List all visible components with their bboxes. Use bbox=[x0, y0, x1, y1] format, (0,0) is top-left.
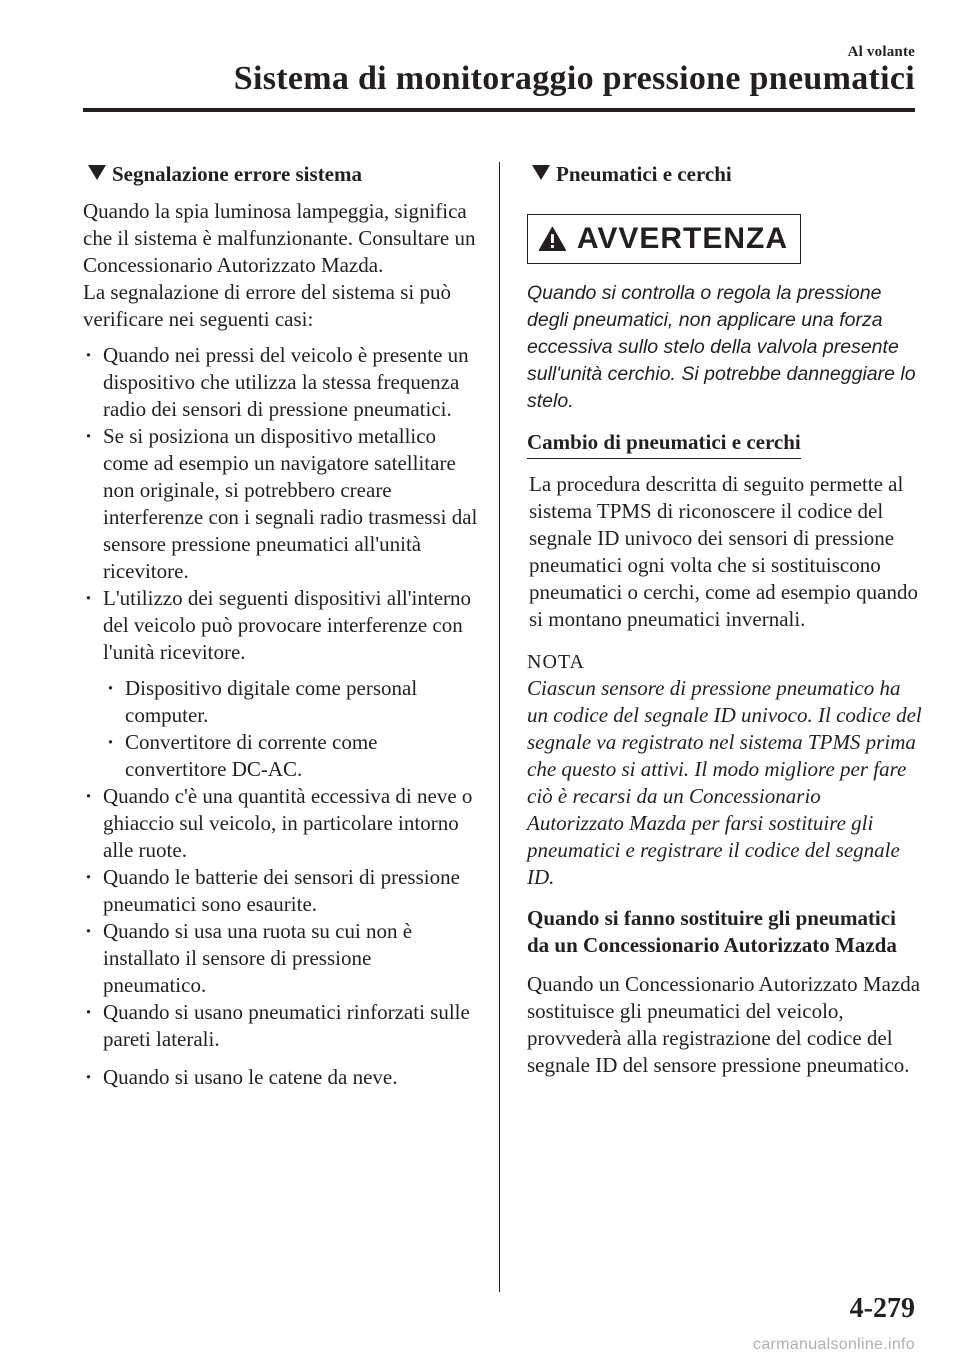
note-text: Ciascun sensore di pressione pneumatico ha un codice del segnale ID univoco. Il codice del segnale va registrato nel sistema TPMS prima che questo si attivi. Il modo migliore per fare ciò è recarsi da un Concessionario Autorizzato Mazda per farsi sostituire gli pneumatici e registrare il codice del segnale ID. bbox=[527, 676, 922, 889]
device-sublist bbox=[83, 675, 478, 783]
dealer-heading: Quando si fanno sostituire gli pneumatici da un Concessionario Autorizzato Mazda bbox=[527, 906, 897, 957]
triangle-down-icon bbox=[532, 165, 550, 180]
sublist-item: · Dispositivo digitale come personal computer. bbox=[83, 675, 478, 729]
procedure-paragraph: La procedura descritta di seguito permette al sistema TPMS di riconoscere il codice del segnale ID univoco dei sensori di pressione pneumatici ogni volta che si sostituiscono pneumatici o cerchi, come ad esempio quando si montano pneumatici invernali. bbox=[529, 472, 918, 631]
warning-text: Quando si controlla o regola la pressione degli pneumatici, non applicare una forza eccessiva sullo stelo della valvola presente sull'unità cerchio. Si potrebbe danneggiare lo stelo. bbox=[527, 282, 916, 412]
sublist-item: · Convertitore di corrente come convertitore DC-AC. bbox=[83, 729, 478, 783]
column-divider bbox=[499, 162, 500, 1292]
section-heading-system-error bbox=[83, 160, 478, 188]
cause-list bbox=[83, 342, 478, 666]
warning-box bbox=[527, 214, 801, 264]
left-column bbox=[83, 160, 478, 1091]
warning-icon bbox=[538, 223, 567, 255]
list-item: · Quando nei pressi del veicolo è presente un dispositivo che utilizza la stessa frequenza radio dei sensori di pressione pneumatici. bbox=[83, 342, 478, 423]
note-label: NOTA bbox=[527, 651, 585, 673]
section-heading-text: Pneumatici e cerchi bbox=[556, 162, 732, 186]
intro-paragraph-2: La segnalazione di errore del sistema si può verificare nei seguenti casi: bbox=[83, 280, 451, 331]
warning-label: AVVERTENZA bbox=[576, 222, 788, 255]
list-item: · Quando si usano pneumatici rinforzati sulle pareti laterali. bbox=[83, 999, 478, 1053]
list-item: · Quando le batterie dei sensori di pressione pneumatici sono esaurite. bbox=[83, 864, 478, 918]
cause-list-continued bbox=[83, 783, 478, 1091]
intro-paragraph: Quando la spia luminosa lampeggia, significa che il sistema è malfunzionante. Consultare un Concessionario Autorizzato Mazda. bbox=[83, 199, 476, 277]
section-heading-tires bbox=[527, 160, 922, 188]
watermark: carmanualsonline.info bbox=[753, 1336, 915, 1353]
right-column bbox=[527, 160, 922, 1079]
list-item: · L'utilizzo dei seguenti dispositivi all'interno del veicolo può provocare interferenze con l'unità ricevitore. bbox=[83, 585, 478, 666]
list-item: · Se si posiziona un dispositivo metallico come ad esempio un navigatore satellitare non originale, si potrebbero creare interferenze con i segnali radio trasmessi dal sensore pressione pneumatici all'unità ricevitore. bbox=[83, 423, 478, 585]
triangle-down-icon bbox=[88, 165, 106, 180]
page-number: 4-279 bbox=[849, 1293, 915, 1324]
list-item: · Quando si usa una ruota su cui non è installato il sensore di pressione pneumatico. bbox=[83, 918, 478, 999]
list-item: · Quando c'è una quantità eccessiva di neve o ghiaccio sul veicolo, in particolare intorno alle ruote. bbox=[83, 783, 478, 864]
section-heading-text: Segnalazione errore sistema bbox=[112, 162, 363, 186]
header-rule bbox=[83, 108, 915, 112]
list-item: · Quando si usano le catene da neve. bbox=[83, 1064, 478, 1091]
subheading-change-tires: Cambio di pneumatici e cerchi bbox=[527, 429, 801, 459]
page-title: Sistema di monitoraggio pressione pneumatici bbox=[233, 60, 915, 97]
header-section-label: Al volante bbox=[847, 44, 915, 60]
dealer-paragraph: Quando un Concessionario Autorizzato Mazda sostituisce gli pneumatici del veicolo, provvederà alla registrazione del codice del segnale ID del sensore pressione pneumatico. bbox=[527, 972, 921, 1077]
